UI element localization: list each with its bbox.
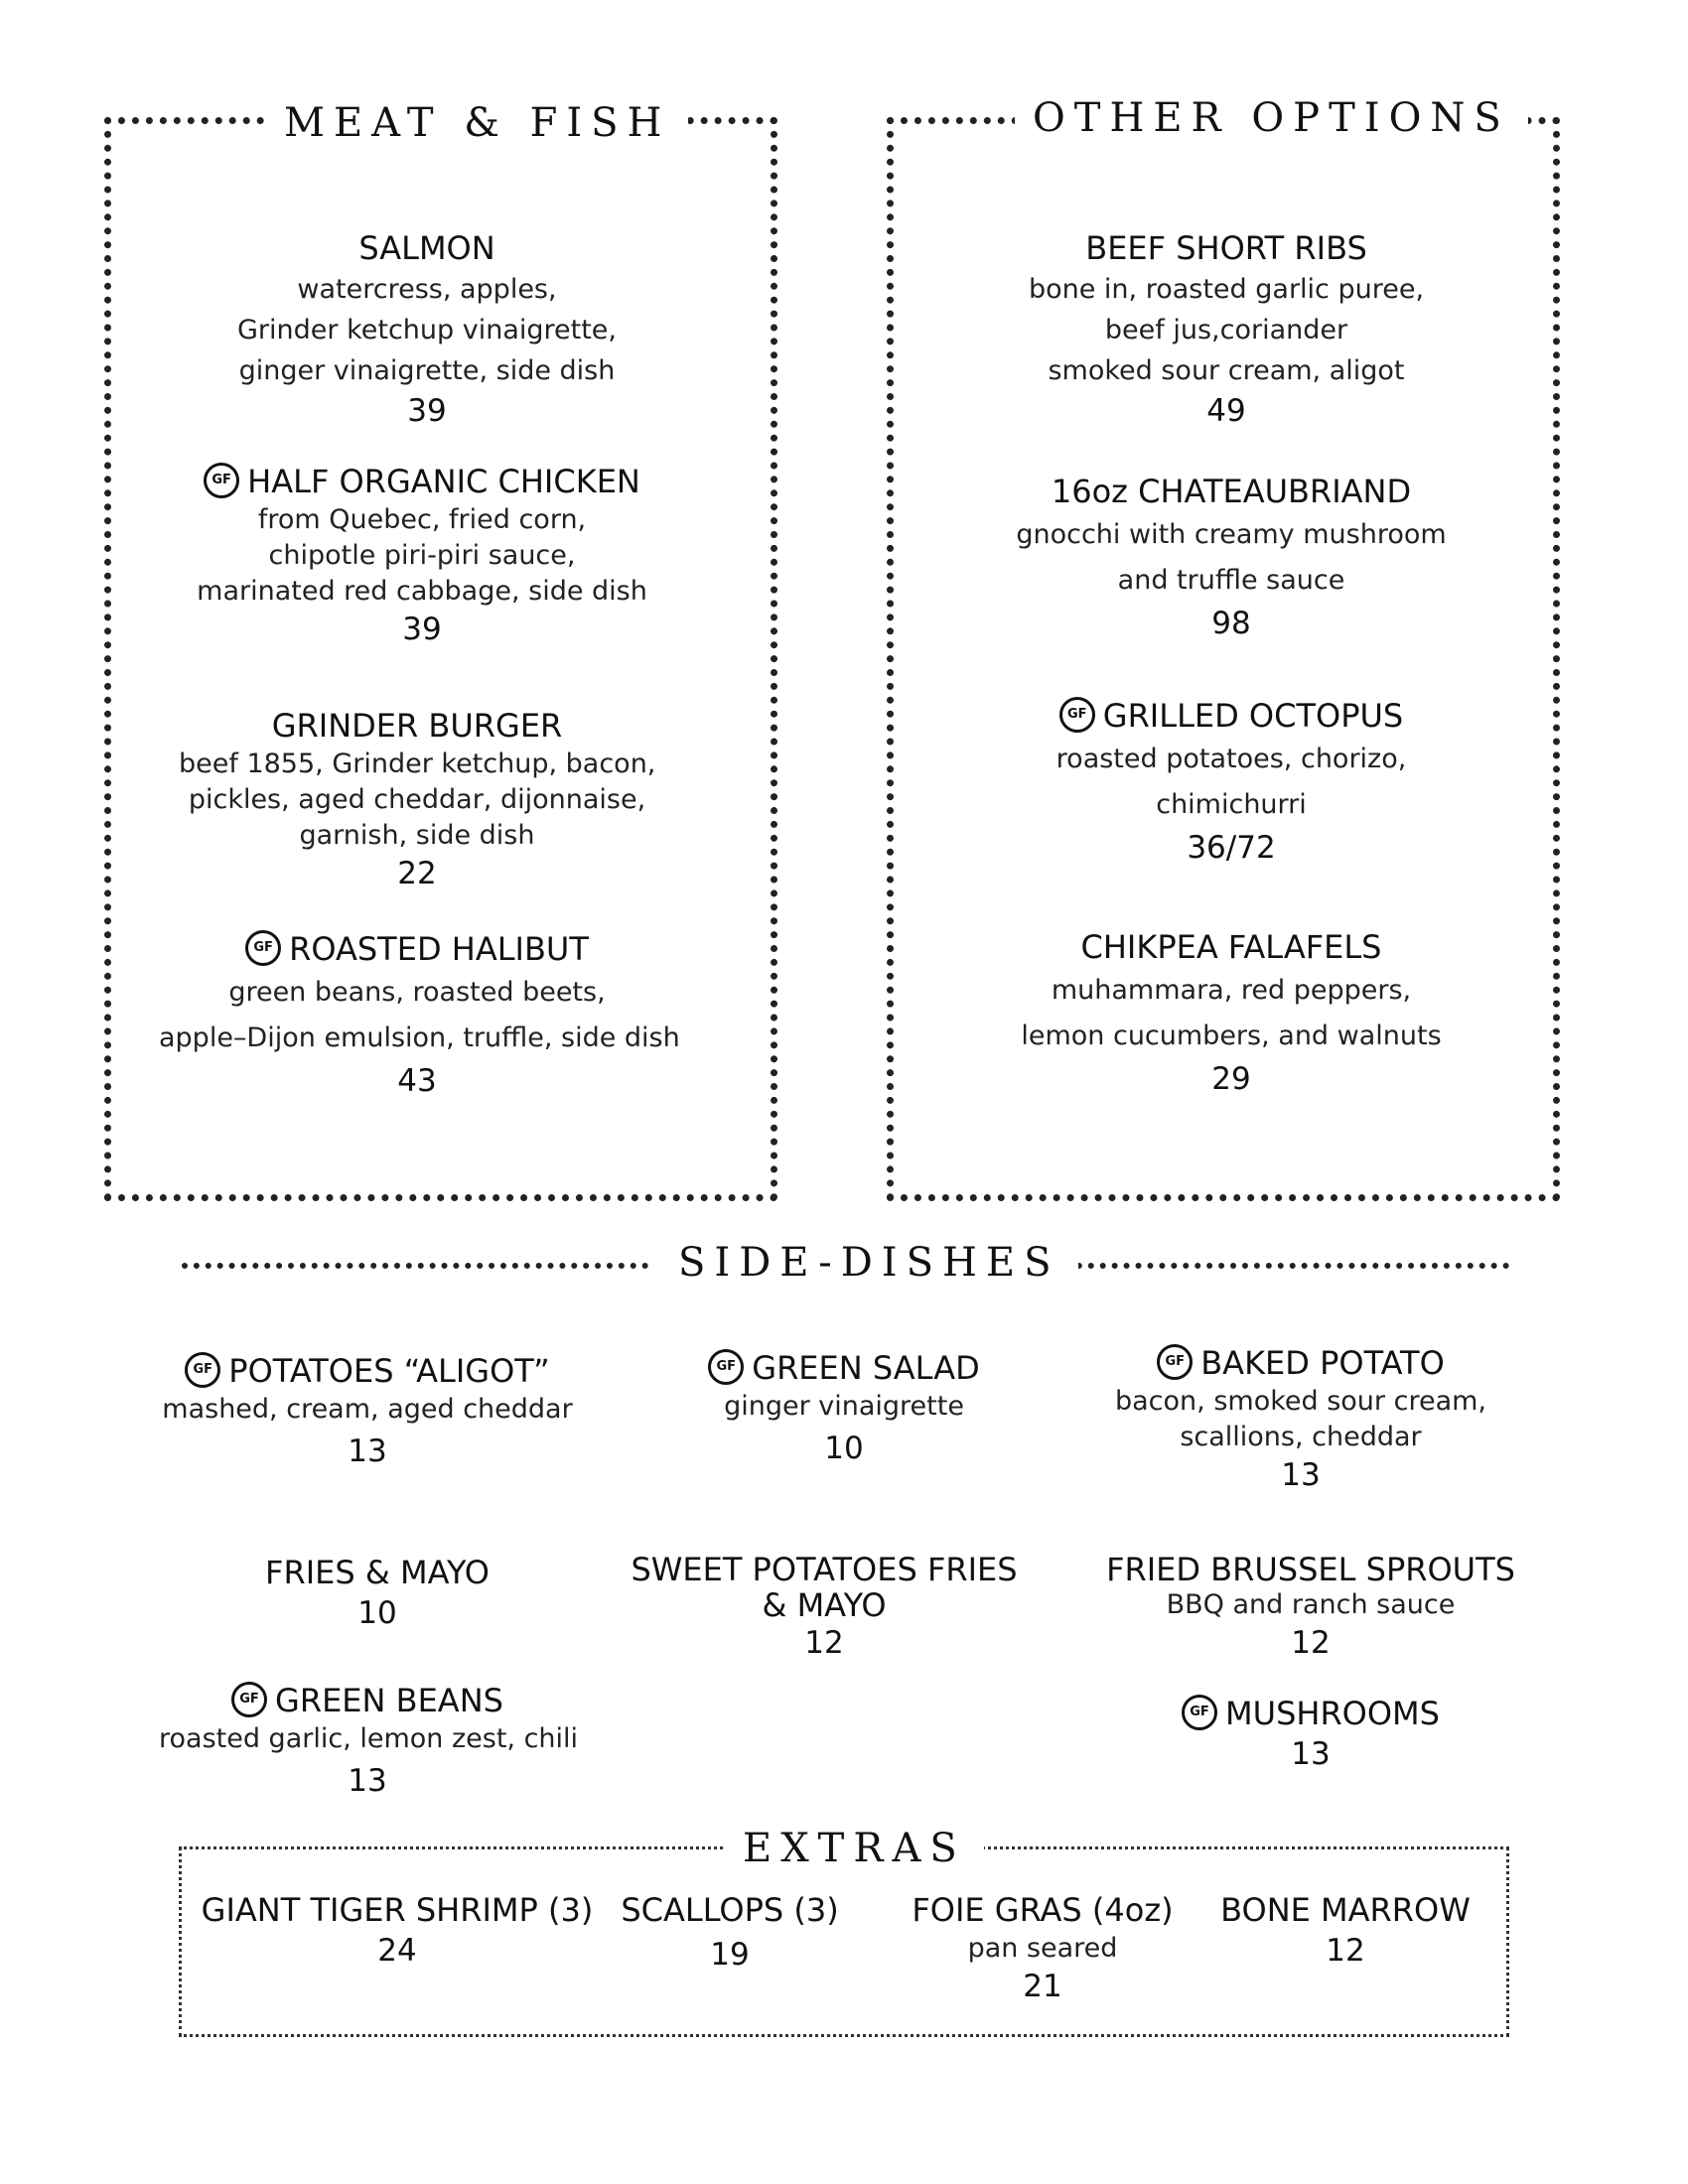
gluten-free-icon: GF xyxy=(245,930,281,966)
gluten-free-icon: GF xyxy=(185,1352,220,1388)
item-desc: chimichurri xyxy=(1156,789,1307,820)
extra-item-scallops xyxy=(586,1889,874,1975)
item-name: BAKED POTATO xyxy=(1200,1344,1445,1382)
item-name: GRINDER BURGER xyxy=(271,707,563,745)
item-name-row xyxy=(179,461,665,502)
item-name: SALMON xyxy=(358,229,495,267)
item-name-row xyxy=(159,1350,576,1392)
item-name: BEEF SHORT RIBS xyxy=(1085,229,1367,267)
item-desc: pan seared xyxy=(967,1933,1118,1964)
item-name: FRIED BRUSSEL SPROUTS xyxy=(1106,1551,1515,1588)
item-price: 10 xyxy=(357,1595,397,1631)
item-desc: bacon, smoked sour cream, xyxy=(1115,1386,1486,1417)
side-dishes-rule-left xyxy=(182,1263,648,1269)
item-name: ROASTED HALIBUT xyxy=(289,930,589,968)
item-desc: roasted potatoes, chorizo, xyxy=(1055,744,1407,774)
item-name-continued: & MAYO xyxy=(762,1586,887,1624)
side-item-green-beans xyxy=(159,1680,579,1801)
side-item-fries-mayo xyxy=(179,1552,576,1633)
side-dishes-rule-right xyxy=(1041,1263,1509,1269)
item-desc: mashed, cream, aged cheddar xyxy=(162,1394,573,1425)
item-price: 13 xyxy=(1281,1457,1321,1493)
item-desc: chipotle piri-piri sauce, xyxy=(268,540,576,571)
menu-item-roasted-halibut xyxy=(159,928,680,1101)
item-price: 29 xyxy=(1211,1061,1251,1097)
item-price: 22 xyxy=(397,856,437,891)
item-desc: smoked sour cream, aligot xyxy=(1048,355,1405,386)
item-desc: roasted garlic, lemon zest, chili xyxy=(159,1723,579,1754)
menu-item-half-organic-chicken xyxy=(179,461,665,649)
item-desc: and truffle sauce xyxy=(1117,565,1345,596)
item-price: 36/72 xyxy=(1187,830,1276,866)
gluten-free-icon: GF xyxy=(1182,1695,1217,1730)
item-desc: pickles, aged cheddar, dijonnaise, xyxy=(188,784,646,815)
item-desc: ginger vinaigrette xyxy=(724,1391,964,1422)
item-name-row xyxy=(1122,1693,1499,1734)
item-name: 16oz CHATEAUBRIAND xyxy=(1051,473,1412,510)
item-desc: apple–Dijon emulsion, truffle, side dish xyxy=(159,1023,680,1053)
menu-item-grilled-octopus xyxy=(1013,695,1450,868)
gluten-free-icon: GF xyxy=(708,1349,744,1385)
item-name: POTATOES “ALIGOT” xyxy=(228,1352,550,1390)
item-name: HALF ORGANIC CHICKEN xyxy=(247,463,640,500)
item-price: 13 xyxy=(1291,1736,1331,1772)
item-price: 12 xyxy=(1291,1625,1331,1661)
item-desc: from Quebec, fried corn, xyxy=(257,504,587,535)
item-name: FRIES & MAYO xyxy=(265,1554,490,1591)
item-name: GIANT TIGER SHRIMP (3) xyxy=(201,1891,594,1929)
item-name-row xyxy=(1013,695,1450,737)
item-desc: bone in, roasted garlic puree, xyxy=(1028,274,1425,305)
extra-item-giant-tiger-shrimp xyxy=(199,1889,596,1971)
item-name: SCALLOPS (3) xyxy=(621,1891,839,1929)
item-price: 49 xyxy=(1206,393,1246,429)
item-name-row xyxy=(1102,1342,1499,1384)
item-desc: green beans, roasted beets, xyxy=(228,977,606,1008)
item-name: CHIKPEA FALAFELS xyxy=(1080,928,1382,966)
item-price: 24 xyxy=(377,1933,417,1969)
item-price: 43 xyxy=(397,1063,437,1099)
item-price: 10 xyxy=(824,1431,864,1466)
item-price: 39 xyxy=(407,393,447,429)
menu-item-salmon xyxy=(204,227,650,431)
gluten-free-icon: GF xyxy=(204,463,239,498)
side-item-sweet-potatoes-fries xyxy=(616,1552,1033,1663)
extra-item-foie-gras xyxy=(894,1889,1192,2006)
item-price: 13 xyxy=(348,1763,387,1799)
gluten-free-icon: GF xyxy=(231,1682,267,1717)
side-item-potatoes-aligot xyxy=(159,1350,576,1471)
gluten-free-icon: GF xyxy=(1157,1344,1193,1380)
item-desc: BBQ and ranch sauce xyxy=(1166,1589,1456,1620)
item-name: GREEN SALAD xyxy=(752,1349,980,1387)
item-desc: ginger vinaigrette, side dish xyxy=(238,355,616,386)
item-name: BONE MARROW xyxy=(1220,1891,1471,1929)
item-price: 39 xyxy=(402,612,442,647)
menu-item-chikpea-falafels xyxy=(1003,926,1460,1099)
item-desc: scallions, cheddar xyxy=(1180,1422,1422,1452)
item-name: MUSHROOMS xyxy=(1225,1695,1440,1732)
item-name: GREEN BEANS xyxy=(275,1682,503,1719)
item-desc: marinated red cabbage, side dish xyxy=(197,576,647,607)
item-name-row xyxy=(159,928,675,970)
item-price: 12 xyxy=(1326,1933,1365,1969)
side-item-mushrooms xyxy=(1122,1693,1499,1774)
item-name-row xyxy=(159,1680,576,1721)
side-item-fried-brussel-sprouts xyxy=(1092,1552,1529,1663)
menu-item-grinder-burger xyxy=(179,705,655,893)
item-name-row xyxy=(645,1347,1043,1389)
item-name: GRILLED OCTOPUS xyxy=(1102,697,1404,735)
item-price: 13 xyxy=(348,1433,387,1469)
item-desc: watercress, apples, xyxy=(297,274,557,305)
item-desc: gnocchi with creamy mushroom xyxy=(1016,519,1447,550)
menu-item-chateaubriand xyxy=(1003,471,1460,643)
item-desc: lemon cucumbers, and walnuts xyxy=(1021,1021,1442,1051)
item-price: 12 xyxy=(804,1625,844,1661)
item-desc: Grinder ketchup vinaigrette, xyxy=(237,315,617,345)
item-desc: garnish, side dish xyxy=(299,820,535,851)
item-price: 21 xyxy=(1023,1969,1062,2004)
other-options-heading: OTHER OPTIONS xyxy=(1015,94,1528,142)
extras-heading: EXTRAS xyxy=(725,1825,984,1872)
meat-fish-heading: MEAT & FISH xyxy=(266,99,688,147)
side-item-baked-potato xyxy=(1102,1342,1499,1495)
extra-item-bone-marrow xyxy=(1201,1889,1489,1971)
gluten-free-icon: GF xyxy=(1059,697,1095,733)
item-name: FOIE GRAS (4oz) xyxy=(912,1891,1174,1929)
item-desc: beef jus,coriander xyxy=(1104,315,1348,345)
item-desc: muhammara, red peppers, xyxy=(1051,975,1412,1006)
side-dishes-heading: SIDE-DISHES xyxy=(660,1239,1078,1287)
menu-item-beef-short-ribs xyxy=(1003,227,1450,431)
item-name: SWEET POTATOES FRIES xyxy=(631,1551,1018,1588)
side-item-green-salad xyxy=(645,1347,1043,1468)
item-price: 98 xyxy=(1211,606,1251,641)
item-desc: beef 1855, Grinder ketchup, bacon, xyxy=(179,749,656,779)
item-price: 19 xyxy=(710,1937,750,1973)
